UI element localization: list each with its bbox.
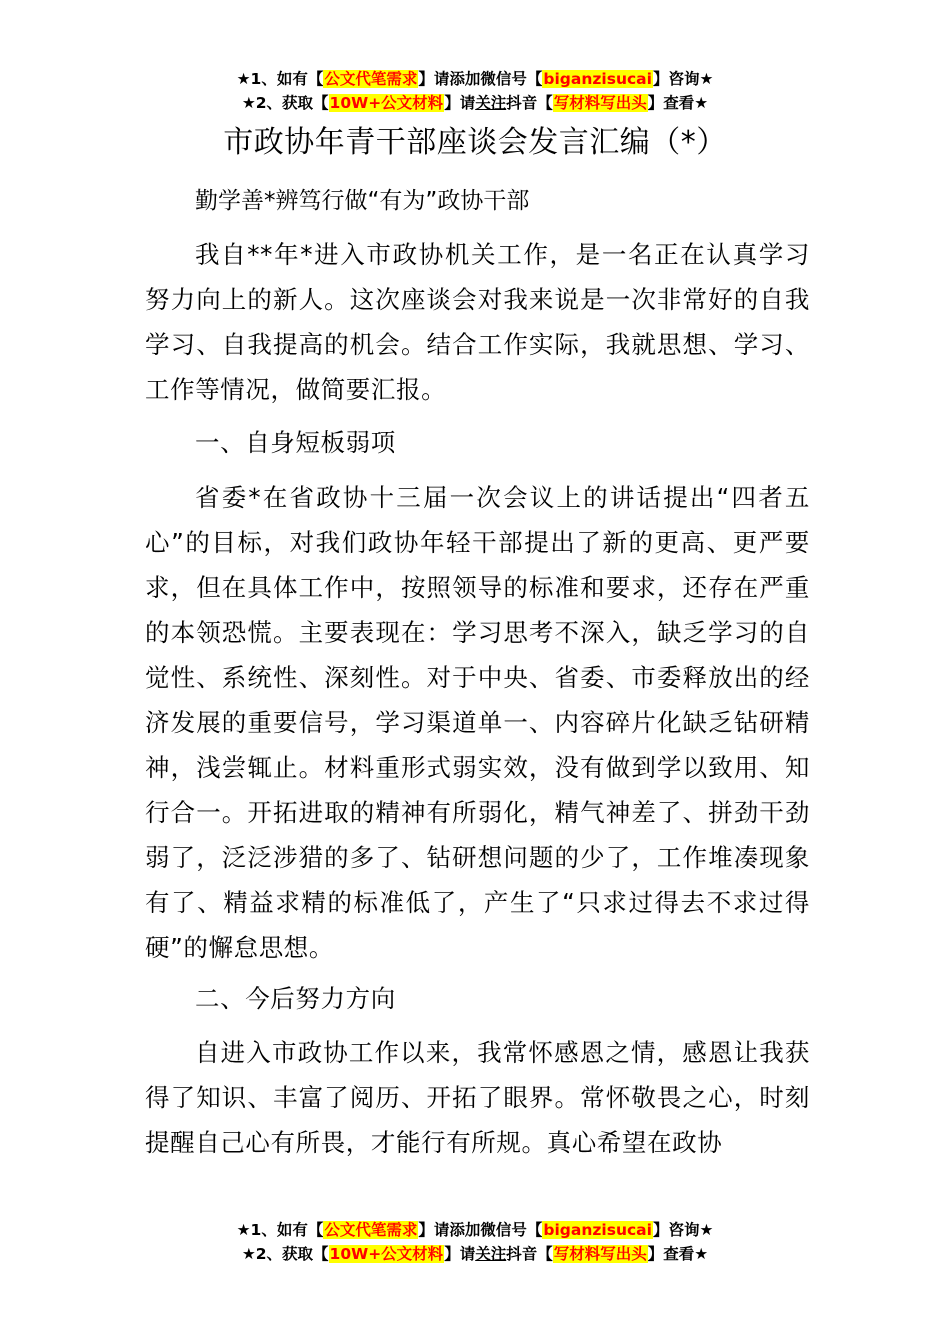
ad-text: ★2、获取【	[241, 94, 329, 112]
paragraph-direction: 自进入市政协工作以来，我常怀感恩之情，感恩让我获得了知识、丰富了阅历、开拓了眼界。常怀敬畏之心，时刻提醒自己心有所畏，才能行有所规。真心希望在政协	[145, 1038, 810, 1157]
ad-text: 】查看★	[647, 94, 709, 112]
ad-text: 】请	[444, 1245, 476, 1263]
ad-text: 微信号【	[480, 1221, 543, 1239]
ad-text: 抖音【	[506, 1245, 553, 1263]
ad-text: ★1、如有【	[236, 70, 324, 88]
ad-highlight: 公文代笔需求	[324, 1221, 418, 1239]
ad-highlight: 公文代笔需求	[324, 70, 418, 88]
ad-text: ★2、获取【	[241, 1245, 329, 1263]
ad-text: ★1、如有【	[236, 1221, 324, 1239]
ad-emphasis: 关注	[475, 94, 507, 112]
ad-text: 】请	[418, 1221, 450, 1239]
ad-text: 】查看★	[647, 1245, 709, 1263]
footer-ad-line-1	[0, 1219, 950, 1241]
ad-text: 】请	[418, 70, 450, 88]
ad-highlight-wechat-id: biganzisucai	[543, 70, 652, 88]
ad-highlight: 写材料写出头	[553, 94, 647, 112]
ad-text: 】咨询★	[652, 70, 714, 88]
header-ad-line-2	[0, 92, 950, 114]
ad-highlight: 写材料写出头	[553, 1245, 647, 1263]
ad-highlight: 10W+公文材料	[329, 1245, 444, 1263]
ad-highlight: 10W+公文材料	[329, 94, 444, 112]
ad-emphasis: 添加	[449, 70, 481, 88]
paragraph-shortcomings: 省委*在省政协十三届一次会议上的讲话提出“四者五心”的目标，对我们政协年轻干部提出了新的更高、更严要求，但在具体工作中，按照领导的标准和要求，还存在严重的本领恐慌。主要表现在：学习思考不深入，缺乏学习的自觉性、系统性、深刻性。对于中央、省委、市委释放出的经济发展的重要信号，学习渠道单一、内容碎片化缺乏钻研精神，浅尝辄止。材料重形式弱实效，没有做到学以致用、知行合一。开拓进取的精神有所弱化，精气神差了、拼劲干劲弱了，泛泛涉猎的多了、钻研想问题的少了，工作堆凑现象有了、精益求精的标准低了，产生了“只求过得去不求过得硬”的懈怠思想。	[145, 483, 810, 962]
document-title: 市政协年青干部座谈会发言汇编（*）	[223, 125, 727, 160]
section-heading-2: 二、今后努力方向	[195, 984, 396, 1013]
ad-highlight-wechat-id: biganzisucai	[543, 1221, 652, 1239]
footer-ad-line-2	[0, 1243, 950, 1265]
document-subtitle: 勤学善*辨笃行做“有为”政协干部	[195, 188, 530, 214]
section-heading-1: 一、自身短板弱项	[195, 428, 396, 457]
header-ad-line-1	[0, 68, 950, 90]
paragraph-intro: 我自**年*进入市政协机关工作，是一名正在认真学习努力向上的新人。这次座谈会对我来说是一次非常好的自我学习、自我提高的机会。结合工作实际，我就思想、学习、工作等情况，做简要汇报。	[145, 240, 810, 404]
ad-text: 】咨询★	[652, 1221, 714, 1239]
ad-text: 】请	[444, 94, 476, 112]
ad-text: 微信号【	[480, 70, 543, 88]
ad-text: 抖音【	[506, 94, 553, 112]
ad-emphasis: 关注	[475, 1245, 507, 1263]
ad-emphasis: 添加	[449, 1221, 481, 1239]
